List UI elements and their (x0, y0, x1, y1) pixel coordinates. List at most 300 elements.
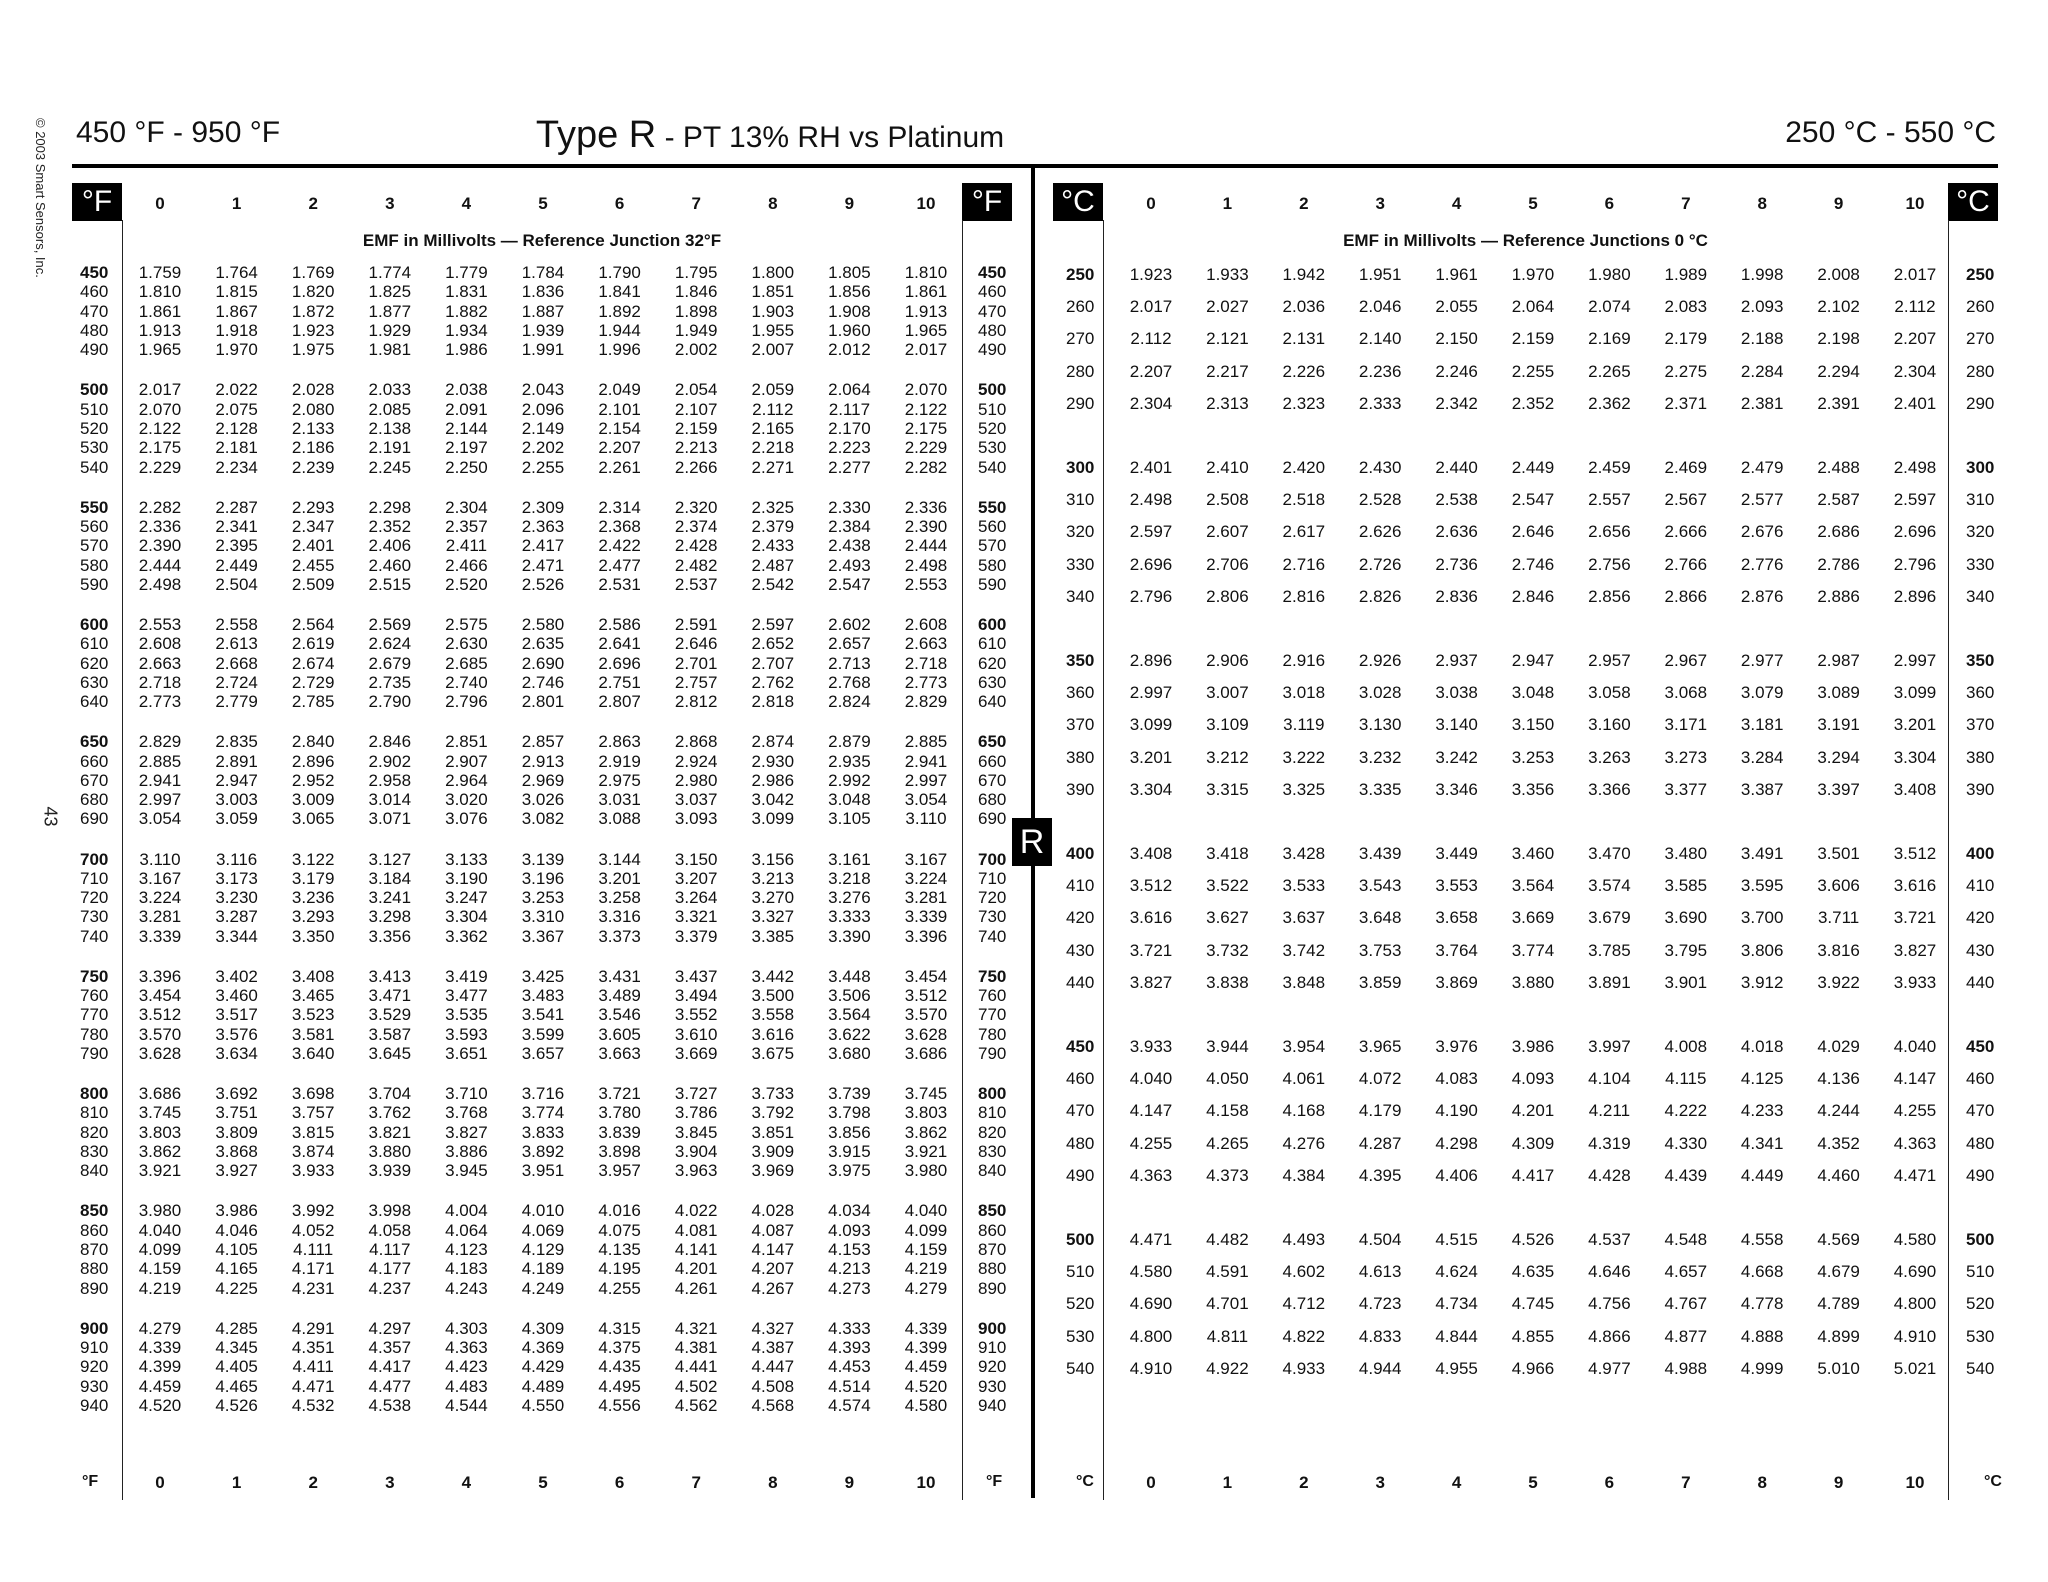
table-row (0, 742, 2048, 774)
row-label-right: 480 (1966, 1133, 1995, 1153)
table-cell: 3.795 (1664, 940, 1708, 960)
table-cell: 2.140 (1358, 329, 1402, 349)
table-cell: 2.422 (598, 536, 641, 556)
table-cell: 3.448 (828, 966, 871, 986)
table-cell: 3.921 (904, 1142, 948, 1161)
table-cell: 2.266 (674, 457, 718, 477)
table-cell: 2.395 (215, 536, 258, 556)
table-cell: 4.520 (138, 1395, 182, 1415)
table-row (0, 291, 2048, 323)
table-cell: 2.410 (1206, 458, 1249, 477)
table-cell: 3.957 (598, 1161, 641, 1181)
row-label-right: 940 (978, 1395, 1007, 1415)
table-cell: 3.184 (368, 868, 412, 888)
table-cell: 3.616 (1129, 908, 1173, 928)
table-cell: 2.518 (1282, 490, 1326, 510)
table-cell: 2.531 (598, 574, 641, 594)
column-footer-10: 10 (1905, 1473, 1925, 1492)
table-cell: 3.745 (904, 1084, 948, 1104)
table-cell: 2.980 (674, 770, 718, 790)
table-cell: 2.401 (291, 536, 335, 556)
table-cell: 4.387 (751, 1338, 795, 1357)
table-cell: 3.721 (598, 1084, 641, 1104)
row-label: 700 (80, 849, 109, 869)
table-cell: 2.330 (828, 497, 871, 517)
table-cell: 3.028 (1358, 683, 1402, 703)
table-cell: 4.800 (1129, 1326, 1173, 1346)
row-label: 790 (80, 1044, 109, 1063)
table-cell: 3.827 (445, 1122, 488, 1142)
table-cell: 4.701 (1206, 1294, 1249, 1314)
table-cell: 2.656 (1588, 522, 1631, 542)
table-cell: 2.012 (828, 340, 871, 360)
table-cell: 3.628 (904, 1024, 948, 1044)
table-cell: 3.886 (445, 1142, 488, 1161)
table-cell: 2.608 (138, 634, 182, 654)
column-footer-8: 8 (1757, 1473, 1767, 1492)
table-cell: 3.576 (215, 1024, 258, 1044)
row-label-right: 470 (1966, 1101, 1995, 1121)
table-cell: 3.281 (904, 888, 948, 908)
table-cell: 2.947 (215, 770, 258, 790)
table-cell: 4.111 (293, 1240, 334, 1259)
table-cell: 2.726 (1358, 554, 1402, 574)
table-cell: 3.721 (1129, 940, 1173, 960)
table-cell: 3.997 (1588, 1037, 1631, 1056)
table-cell: 3.992 (291, 1201, 335, 1221)
table-cell: 3.848 (1282, 972, 1326, 992)
table-cell: 3.976 (1435, 1037, 1478, 1056)
table-cell: 2.736 (1435, 554, 1478, 574)
table-cell: 3.133 (445, 849, 488, 869)
table-cell: 3.377 (1664, 779, 1708, 799)
table-cell: 2.624 (368, 634, 412, 654)
table-cell: 2.796 (1893, 554, 1937, 574)
table-cell: 4.822 (1282, 1326, 1326, 1346)
table-cell: 1.769 (291, 263, 335, 282)
row-label: 410 (1066, 876, 1095, 896)
table-cell: 3.362 (445, 926, 488, 946)
table-cell: 3.686 (138, 1084, 182, 1104)
table-cell: 2.997 (1893, 651, 1937, 670)
table-cell: 4.093 (828, 1220, 871, 1240)
table-cell: 1.774 (368, 263, 412, 282)
table-cell: 3.339 (138, 926, 182, 946)
table-cell: 3.809 (215, 1122, 258, 1142)
table-cell: 4.778 (1740, 1294, 1784, 1314)
table-cell: 2.083 (1664, 297, 1708, 317)
column-header-8: 8 (1757, 194, 1767, 213)
table-cell: 2.471 (521, 555, 565, 575)
table-cell: 2.896 (1129, 651, 1173, 670)
column-footer-7: 7 (1681, 1473, 1691, 1492)
table-cell: 4.580 (904, 1395, 948, 1415)
column-header-1: 1 (231, 194, 242, 213)
table-cell: 4.538 (368, 1395, 412, 1415)
table-cell: 4.381 (674, 1338, 718, 1357)
table-cell: 3.287 (215, 907, 258, 927)
table-cell: 4.789 (1817, 1294, 1860, 1314)
table-cell: 4.333 (828, 1318, 871, 1338)
table-cell: 4.548 (1664, 1230, 1708, 1249)
row-label-right: 870 (978, 1240, 1007, 1259)
table-cell: 3.856 (828, 1122, 871, 1142)
table-cell: 4.508 (751, 1376, 795, 1396)
table-cell: 2.977 (1740, 651, 1784, 670)
table-cell: 4.093 (1511, 1069, 1555, 1089)
table-cell: 3.892 (521, 1142, 565, 1161)
table-cell: 3.385 (751, 926, 795, 946)
table-cell: 4.502 (674, 1376, 718, 1396)
row-label-right: 440 (1966, 972, 1995, 992)
table-cell: 2.131 (1282, 329, 1326, 349)
row-label-right: 580 (978, 555, 1007, 575)
table-cell: 4.147 (751, 1240, 795, 1259)
row-label: 590 (80, 574, 109, 594)
table-cell: 3.109 (1206, 715, 1249, 735)
table-cell: 1.877 (368, 301, 412, 321)
table-cell: 2.652 (751, 634, 795, 654)
table-cell: 4.745 (1511, 1294, 1555, 1314)
table-cell: 3.276 (828, 888, 871, 908)
table-cell: 2.477 (598, 555, 641, 575)
table-cell: 2.729 (291, 672, 335, 692)
table-cell: 4.441 (674, 1357, 718, 1377)
table-cell: 2.226 (1282, 361, 1326, 381)
table-cell: 3.335 (1358, 779, 1402, 799)
table-cell: 3.390 (828, 926, 871, 946)
table-cell: 3.605 (598, 1024, 641, 1044)
table-cell: 2.054 (674, 380, 718, 400)
table-cell: 3.454 (904, 966, 948, 986)
table-cell: 2.342 (1435, 393, 1478, 413)
table-cell: 3.648 (1358, 908, 1402, 928)
table-row (0, 967, 2048, 999)
table-cell: 2.374 (674, 516, 718, 536)
table-cell: 4.712 (1282, 1294, 1326, 1314)
table-cell: 3.218 (828, 868, 871, 888)
table-cell: 3.076 (445, 809, 488, 829)
column-header-10: 10 (916, 194, 936, 213)
table-row (0, 677, 2048, 712)
table-cell: 2.298 (368, 497, 412, 517)
table-cell: 4.399 (904, 1338, 948, 1357)
table-cell: 4.183 (445, 1259, 488, 1279)
table-cell: 4.099 (138, 1240, 182, 1259)
table-cell: 2.919 (598, 751, 641, 771)
table-cell: 4.231 (291, 1278, 335, 1298)
table-cell: 4.471 (1129, 1230, 1173, 1249)
column-footer-5: 5 (1528, 1473, 1538, 1492)
table-cell: 3.477 (445, 986, 488, 1006)
table-cell: 2.666 (1664, 522, 1708, 542)
table-cell: 4.544 (445, 1395, 488, 1415)
table-cell: 2.801 (521, 692, 565, 712)
table-cell: 4.556 (598, 1395, 641, 1415)
table-cell: 3.954 (1282, 1037, 1326, 1056)
table-cell: 3.535 (445, 1005, 488, 1025)
table-cell: 2.223 (828, 438, 871, 458)
table-cell: 2.417 (521, 536, 565, 556)
table-cell: 3.733 (751, 1084, 795, 1104)
column-footer-9: 9 (844, 1473, 855, 1492)
table-cell: 3.739 (828, 1084, 871, 1104)
table-cell: 3.350 (291, 926, 335, 946)
table-cell: 3.037 (674, 790, 718, 810)
table-cell: 3.179 (291, 868, 335, 888)
column-footer-9: 9 (1833, 1473, 1844, 1492)
table-cell: 3.634 (215, 1044, 258, 1063)
table-cell: 3.541 (521, 1005, 565, 1025)
row-label: 740 (80, 926, 109, 946)
row-label-right: 550 (978, 497, 1007, 517)
row-label-right: 520 (1966, 1294, 1995, 1314)
row-label: 620 (80, 653, 109, 673)
copyright-notice: © 2003 Smart Sensors, Inc. (33, 118, 48, 278)
table-cell: 4.189 (521, 1259, 565, 1279)
table-cell: 2.149 (521, 418, 565, 438)
table-cell: 3.599 (521, 1024, 565, 1044)
table-cell: 4.428 (1588, 1165, 1631, 1185)
table-cell: 2.547 (1511, 490, 1555, 510)
table-cell: 2.635 (521, 634, 565, 654)
table-cell: 2.779 (215, 692, 258, 712)
table-cell: 4.833 (1358, 1326, 1402, 1346)
row-label: 450 (1066, 1037, 1095, 1056)
row-label-right: 460 (1966, 1069, 1995, 1089)
table-cell: 2.133 (291, 418, 335, 438)
table-cell: 3.038 (1435, 683, 1478, 703)
table-cell: 3.658 (1435, 908, 1478, 928)
table-cell: 2.607 (1206, 522, 1249, 542)
table-cell: 3.803 (138, 1122, 182, 1142)
table-cell: 4.411 (292, 1357, 334, 1377)
table-cell: 2.207 (598, 438, 641, 458)
row-label: 760 (80, 986, 109, 1006)
table-cell: 2.790 (368, 692, 412, 712)
table-cell: 3.859 (1358, 972, 1402, 992)
column-header-4: 4 (461, 194, 472, 213)
table-cell: 2.384 (828, 516, 871, 536)
table-cell: 4.319 (1588, 1133, 1631, 1153)
table-cell: 3.116 (215, 849, 258, 869)
row-label: 520 (1066, 1294, 1095, 1314)
table-cell: 3.806 (1740, 940, 1784, 960)
table-cell: 4.136 (1817, 1069, 1860, 1089)
table-cell: 4.201 (1511, 1101, 1555, 1121)
table-cell: 2.304 (1129, 393, 1173, 413)
table-cell: 2.766 (1664, 554, 1708, 574)
table-cell: 4.423 (445, 1357, 488, 1377)
table-cell: 4.339 (138, 1338, 182, 1357)
table-cell: 2.112 (1894, 297, 1936, 317)
table-cell: 2.537 (674, 574, 718, 594)
table-cell: 2.323 (1282, 393, 1326, 413)
table-cell: 2.255 (521, 457, 565, 477)
table-row (0, 1128, 2048, 1160)
table-cell: 3.191 (1817, 715, 1860, 735)
table-cell: 2.564 (291, 614, 335, 634)
row-label-right: 420 (1966, 908, 1995, 928)
table-cell: 2.112 (1130, 329, 1172, 349)
table-cell: 4.168 (1282, 1101, 1326, 1121)
table-cell: 3.711 (1817, 908, 1860, 928)
table-cell: 2.816 (1282, 586, 1326, 606)
row-label: 460 (1066, 1069, 1095, 1089)
section-tab-r: R (1012, 818, 1052, 866)
row-label: 670 (80, 770, 109, 790)
table-cell: 3.026 (521, 790, 565, 810)
table-cell: 3.762 (368, 1103, 412, 1123)
table-cell: 3.470 (1588, 844, 1631, 863)
table-cell: 4.580 (1893, 1230, 1937, 1249)
table-cell: 2.569 (368, 614, 412, 634)
table-cell: 3.408 (1893, 779, 1937, 799)
row-label: 570 (80, 536, 109, 556)
table-cell: 4.159 (904, 1240, 948, 1259)
table-cell: 4.072 (1358, 1069, 1402, 1089)
table-cell: 2.997 (904, 770, 948, 790)
table-cell: 4.147 (1129, 1101, 1173, 1121)
table-cell: 2.826 (1358, 586, 1402, 606)
table-cell: 2.017 (1893, 265, 1937, 284)
table-cell: 4.285 (215, 1318, 258, 1338)
table-cell: 3.839 (598, 1122, 641, 1142)
table-cell: 3.506 (828, 986, 871, 1006)
table-cell: 4.532 (291, 1395, 335, 1415)
row-label-right: 670 (978, 770, 1007, 790)
row-label-right: 700 (978, 849, 1007, 869)
table-cell: 4.018 (1740, 1037, 1784, 1056)
table-cell: 1.851 (751, 282, 795, 302)
table-cell: 1.825 (368, 282, 412, 302)
table-cell: 3.315 (1206, 779, 1249, 799)
table-cell: 4.125 (1740, 1069, 1784, 1089)
row-label: 660 (80, 751, 109, 771)
table-cell: 3.207 (674, 868, 718, 888)
table-cell: 3.130 (1358, 715, 1402, 735)
table-cell: 2.401 (1893, 393, 1937, 413)
table-cell: 2.282 (904, 457, 948, 477)
page-number: 43 (40, 806, 61, 827)
table-cell: 2.866 (1664, 586, 1708, 606)
table-cell: 4.040 (904, 1201, 948, 1221)
table-cell: 3.593 (445, 1024, 488, 1044)
table-cell: 3.346 (1435, 779, 1478, 799)
table-cell: 2.975 (598, 770, 641, 790)
table-cell: 3.344 (215, 926, 258, 946)
table-cell: 4.287 (1358, 1133, 1402, 1153)
table-cell: 2.197 (445, 438, 488, 458)
table-cell: 3.396 (904, 926, 948, 946)
table-cell: 2.891 (215, 751, 258, 771)
table-cell: 4.117 (369, 1240, 411, 1259)
table-cell: 3.454 (138, 986, 182, 1006)
table-cell: 2.314 (598, 497, 641, 517)
table-cell: 4.115 (1665, 1069, 1707, 1089)
table-cell: 2.835 (215, 732, 258, 752)
table-cell: 4.105 (215, 1240, 258, 1259)
table-cell: 1.933 (1206, 265, 1249, 284)
table-cell: 3.127 (368, 849, 412, 869)
table-cell: 3.780 (598, 1103, 641, 1123)
table-cell: 4.477 (368, 1376, 412, 1396)
table-cell: 1.918 (215, 320, 258, 340)
table-cell: 2.304 (445, 497, 488, 517)
table-cell: 3.558 (751, 1005, 795, 1025)
table-row (0, 838, 2048, 870)
table-cell: 3.442 (751, 966, 795, 986)
table-cell: 1.975 (291, 340, 335, 360)
table-cell: 4.899 (1817, 1326, 1860, 1346)
table-cell: 4.339 (904, 1318, 948, 1338)
table-cell: 1.790 (598, 263, 641, 282)
table-cell: 4.297 (368, 1318, 412, 1338)
table-cell: 3.304 (1129, 779, 1173, 799)
table-cell: 3.264 (674, 888, 718, 908)
title-subtitle: - PT 13% RH vs Platinum (656, 121, 1005, 154)
table-cell: 3.161 (828, 849, 871, 869)
column-footer-2: 2 (1299, 1473, 1309, 1492)
row-label: 330 (1066, 554, 1095, 574)
table-cell: 2.479 (1740, 458, 1784, 477)
table-cell: 2.690 (521, 653, 565, 673)
table-cell: 1.820 (291, 282, 335, 302)
table-cell: 4.624 (1435, 1262, 1478, 1282)
table-cell: 4.646 (1588, 1262, 1631, 1282)
table-cell: 4.058 (368, 1220, 412, 1240)
table-cell: 2.986 (751, 770, 795, 790)
table-cell: 3.501 (1817, 844, 1860, 863)
table-cell: 1.810 (904, 263, 948, 282)
table-cell: 4.526 (215, 1395, 258, 1415)
celsius-footer-unit-right: °C (1984, 1473, 2002, 1490)
column-footer-3: 3 (385, 1473, 395, 1492)
table-row (0, 452, 2048, 484)
column-footer-1: 1 (231, 1473, 242, 1492)
row-label: 290 (1066, 393, 1095, 413)
table-cell: 2.916 (1282, 651, 1326, 670)
table-cell: 3.869 (1435, 972, 1478, 992)
table-cell: 4.800 (1893, 1294, 1937, 1314)
table-cell: 1.989 (1664, 265, 1708, 284)
table-cell: 4.298 (1435, 1133, 1478, 1153)
table-row (0, 1288, 2048, 1320)
table-cell: 3.413 (368, 966, 412, 986)
table-cell: 4.495 (598, 1376, 641, 1396)
table-cell: 2.390 (138, 536, 182, 556)
table-cell: 2.617 (1282, 522, 1326, 542)
table-cell: 3.933 (291, 1161, 335, 1181)
table-cell: 4.064 (445, 1220, 488, 1240)
table-cell: 4.244 (1817, 1101, 1860, 1121)
table-cell: 3.774 (521, 1103, 565, 1123)
column-footer-6: 6 (1604, 1473, 1615, 1492)
table-cell: 4.384 (1282, 1165, 1326, 1185)
table-cell: 2.608 (904, 614, 948, 634)
row-label: 870 (80, 1240, 109, 1259)
table-cell: 2.080 (291, 399, 335, 419)
table-cell: 3.768 (445, 1103, 488, 1123)
table-cell: 2.796 (1129, 586, 1173, 606)
row-label: 820 (80, 1122, 109, 1142)
table-cell: 3.833 (521, 1122, 565, 1142)
table-cell: 4.877 (1664, 1326, 1708, 1346)
table-cell: 2.033 (368, 380, 412, 400)
table-cell: 1.923 (291, 320, 335, 340)
table-cell: 4.435 (598, 1357, 641, 1377)
table-cell: 3.680 (828, 1044, 871, 1063)
